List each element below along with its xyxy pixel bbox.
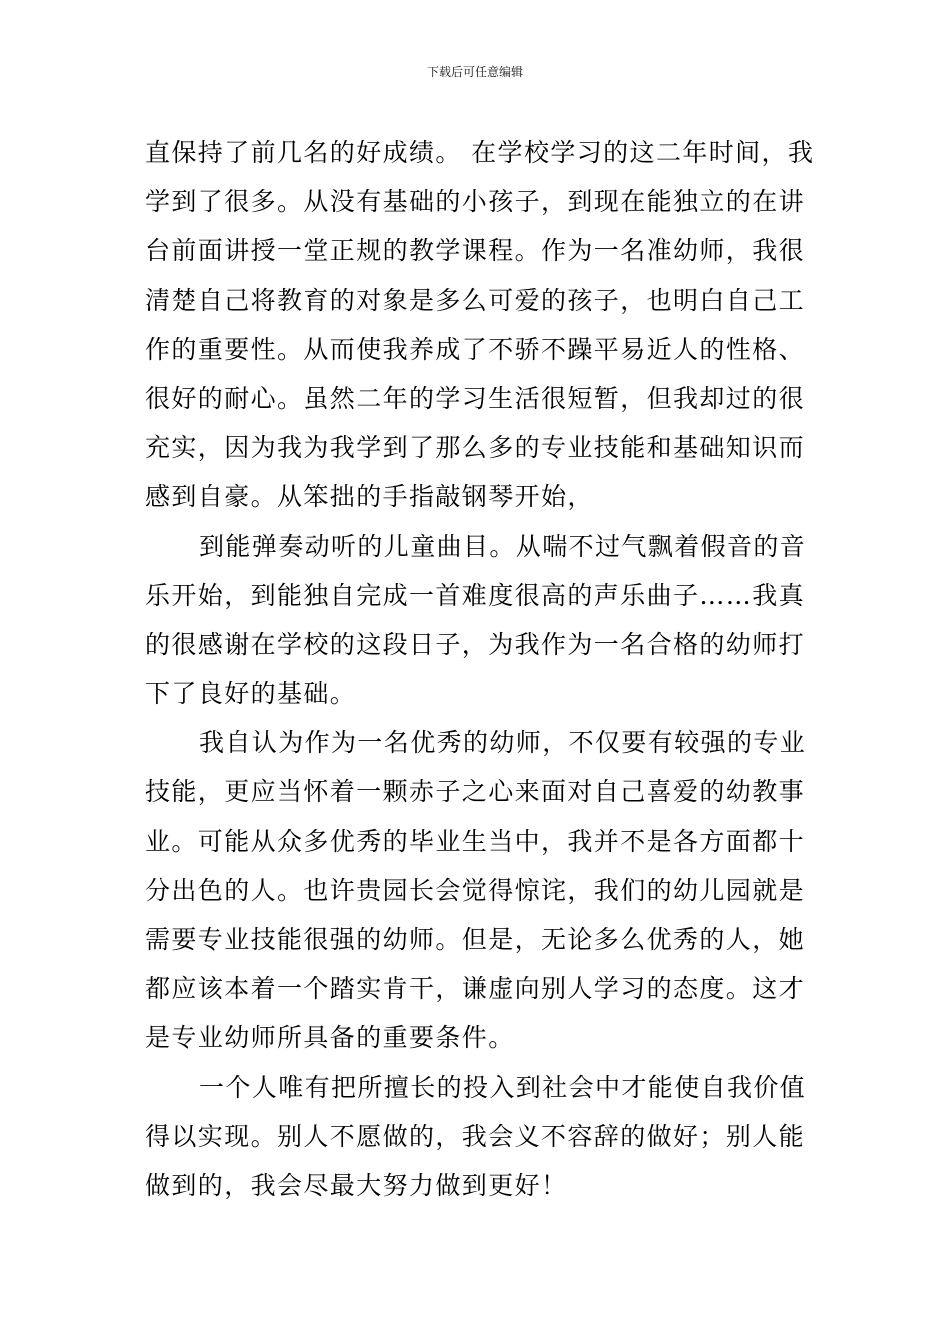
document-body bbox=[145, 128, 815, 1210]
text-line: 的很感谢在学校的这段日子，为我作为一名合格的幼师打 bbox=[145, 629, 806, 659]
page-header: 下载后可任意编辑 bbox=[426, 65, 523, 79]
text-line: 乐开始，到能独自完成一首难度很高的声乐曲子……我真 bbox=[145, 580, 806, 610]
text-line: 台前面讲授一堂正规的教学课程。作为一名准幼师，我很 bbox=[145, 236, 806, 266]
text-line: 清楚自己将教育的对象是多么可爱的孩子，也明白自己工 bbox=[145, 285, 806, 315]
text-line: 充实，因为我为我学到了那么多的专业技能和基础知识而 bbox=[145, 433, 806, 463]
text-line: 直保持了前几名的好成绩。 在学校学习的这二年时间，我 bbox=[145, 138, 815, 167]
text-line: 学到了很多。从没有基础的小孩子，到现在能独立的在讲 bbox=[145, 187, 806, 217]
text-line: 分出色的人。也许贵园长会觉得惊诧，我们的幼儿园就是 bbox=[145, 875, 806, 905]
text-line: 业。可能从众多优秀的毕业生当中，我并不是各方面都十 bbox=[145, 826, 806, 856]
text-line: 需要专业技能很强的幼师。但是，无论多么优秀的人，她 bbox=[145, 925, 806, 954]
text-line: 很好的耐心。虽然二年的学习生活很短暂，但我却过的很 bbox=[145, 383, 806, 413]
text-line: 得以实现。别人不愿做的，我会义不容辞的做好；别人能 bbox=[145, 1121, 806, 1151]
text-line: 下了良好的基础。 bbox=[145, 679, 357, 709]
text-line: 技能，更应当怀着一颗赤子之心来面对自己喜爱的幼教事 bbox=[145, 777, 806, 807]
paragraph-first-line: 到能弹奏动听的儿童曲目。从喘不过气飘着假音的音 bbox=[199, 531, 807, 561]
text-line: 作的重要性。从而使我养成了不骄不躁平易近人的性格、 bbox=[145, 334, 806, 364]
text-line: 感到自豪。从笨拙的手指敲钢琴开始， bbox=[145, 482, 594, 512]
paragraph-first-line: 一个人唯有把所擅长的投入到社会中才能使自我价值 bbox=[199, 1072, 807, 1102]
text-line: 做到的，我会尽最大努力做到更好！ bbox=[145, 1170, 568, 1200]
text-line: 都应该本着一个踏实肯干，谦虚向别人学习的态度。这才 bbox=[145, 974, 806, 1004]
text-line: 是专业幼师所具备的重要条件。 bbox=[145, 1023, 515, 1053]
paragraph-first-line: 我自认为作为一名优秀的幼师，不仅要有较强的专业 bbox=[199, 728, 807, 758]
